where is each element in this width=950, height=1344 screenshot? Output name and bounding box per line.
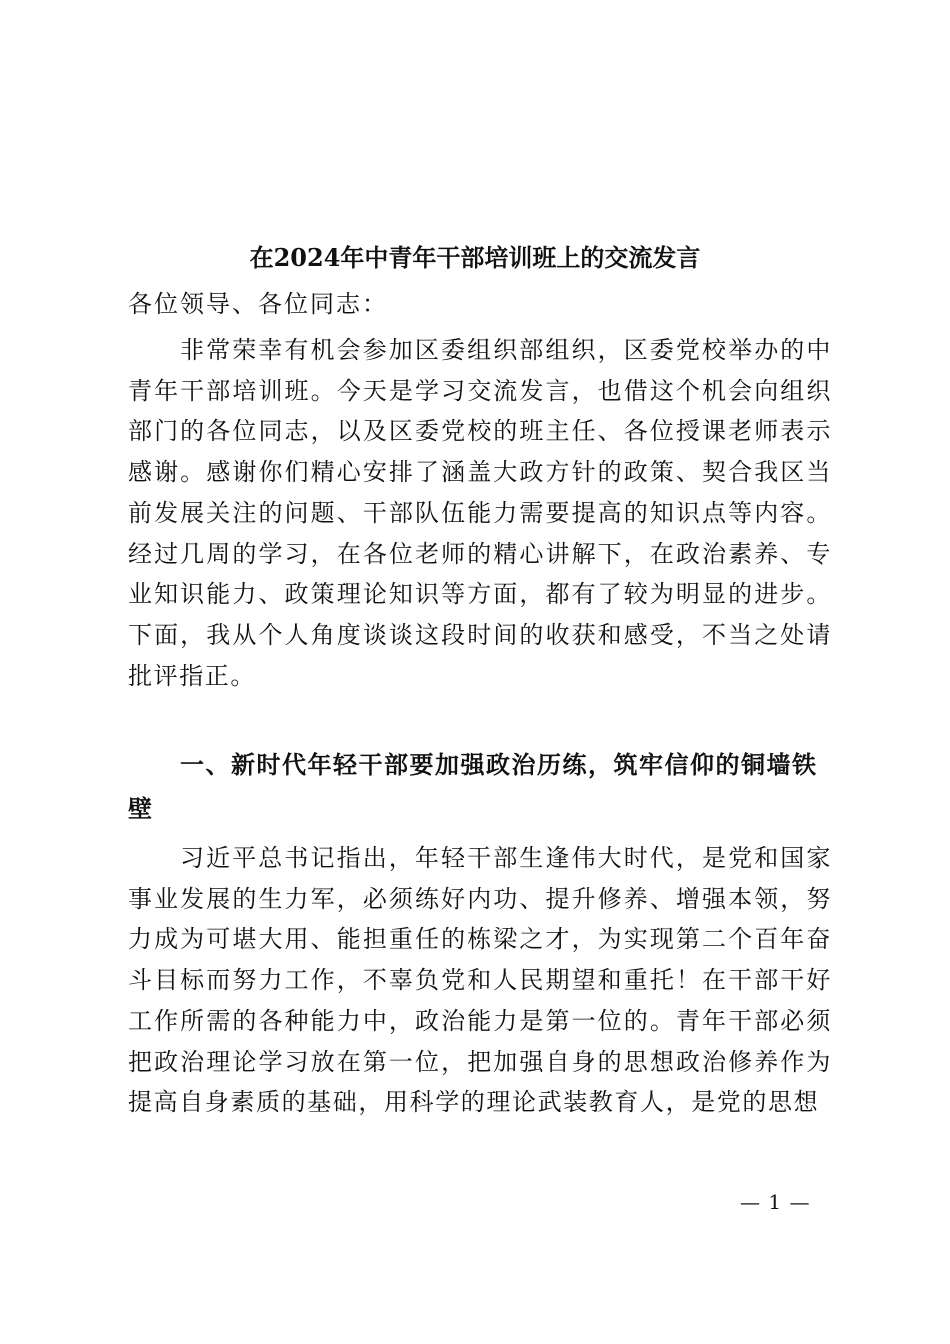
page-number: — 1 — <box>740 1190 811 1214</box>
body-paragraph-1: 非常荣幸有机会参加区委组织部组织，区委党校举办的中青年干部培训班。今天是学习交流发言，也借这个机会向组织部门的各位同志，以及区委党校的班主任、各位授课老师表示感谢。感谢你们精心安排了涵盖大政方针的政策、契合我区当前发展关注的问题、干部队伍能力需要提高的知识点等内容。经过几周的学习，在各位老师的精心讲解下，在政治素养、专业知识能力、政策理论知识等方面，都有了较为明显的进步。下面，我从个人角度谈谈这段时间的收获和感受，不当之处请批评指正。 <box>128 336 832 690</box>
salutation: 各位领导、各位同志： <box>128 290 388 318</box>
section-heading-1: 一、新时代年轻干部要加强政治历练，筑牢信仰的铜墙铁壁 <box>128 751 818 823</box>
document-title: 在2024年中青年干部培训班上的交流发言 <box>249 243 701 272</box>
body-paragraph-2: 习近平总书记指出，年轻干部生逢伟大时代，是党和国家事业发展的生力军，必须练好内功、提升修养、增强本领，努力成为可堪大用、能担重任的栋梁之才，为实现第二个百年奋斗目标而努力工作，不辜负党和人民期望和重托！在干部干好工作所需的各种能力中，政治能力是第一位的。青年干部必须把政治理论学习放在第一位，把加强自身的思想政治修养作为提高自身素质的基础，用科学的理论武装教育人，是党的思想 <box>128 844 832 1117</box>
